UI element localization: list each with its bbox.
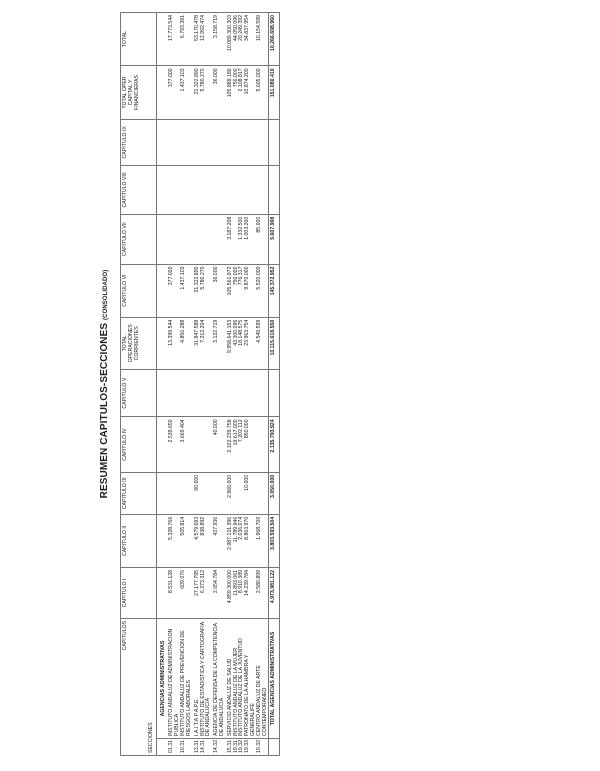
- row-cap1: 609.076: [181, 568, 193, 619]
- row-code: 10.31: [181, 739, 193, 756]
- row-code: 19.32: [239, 739, 245, 756]
- row-cap4: 2.102.239.758: [228, 417, 234, 472]
- group-pad-5: [156, 369, 169, 417]
- row-cap1: 6.373.312: [201, 568, 213, 619]
- subtitle-text: (CONSOLIDADO): [103, 269, 109, 320]
- group-pad-10: [156, 119, 169, 165]
- row-total: 10.154.599: [257, 13, 269, 66]
- header-cap7: CAPITULO VII: [121, 214, 157, 264]
- row-cap8: [214, 166, 226, 215]
- row-total-corrientes: 43.300.096: [234, 317, 240, 369]
- row-cap2: 838.892: [201, 514, 213, 567]
- row-cap3: [181, 472, 193, 514]
- row-cap6: 9.870.000: [245, 264, 257, 317]
- row-description: I.A.I.T.A.P.A.P.E.: [195, 618, 201, 738]
- row-total: 3.158.719: [214, 13, 226, 66]
- row-total-corrientes: 4.856.288: [181, 317, 193, 369]
- table-row: [214, 13, 226, 756]
- row-cap4: 850.000: [245, 417, 257, 472]
- row-cap1: 8.910.389: [239, 568, 245, 619]
- row-total-oper: 1.437.103: [181, 66, 193, 119]
- header-cap3: CAPITULO III: [121, 472, 157, 514]
- row-description: AGENCIA DE DEFENSA DE LA COMPETENCIA DE ANDALUCIA: [214, 618, 226, 738]
- row-cap3: 2.960.000: [228, 472, 234, 514]
- row-cap4: 19.617.000: [234, 417, 240, 472]
- total-cap8: [269, 166, 280, 215]
- row-cap5: [245, 369, 257, 417]
- row-total-corrientes: 4.549.599: [257, 317, 269, 369]
- row-description: INSTITUTO ANDALUZ DE LA MUJER: [234, 618, 240, 738]
- row-code: 13.31: [195, 739, 201, 756]
- row-cap3: [257, 472, 269, 514]
- row-cap4: 3.669.404: [181, 417, 193, 472]
- total-label: TOTAL AGENCIAS ADMINISTRATIVAS: [269, 618, 280, 738]
- row-code: 01.31: [169, 739, 181, 756]
- row-total-corrientes: 9.958.641.153: [228, 317, 234, 369]
- header-cap6: CAPITULO VI: [121, 264, 157, 317]
- row-cap6: 377.000: [169, 264, 181, 317]
- row-cap2: 1.968.700: [257, 514, 269, 567]
- total-cap4: 2.135.793.924: [269, 417, 280, 472]
- row-code: 19.32: [257, 739, 269, 756]
- row-total-oper: 10.874.200: [245, 66, 257, 119]
- group-pad-12: [156, 13, 169, 66]
- table-body: [156, 13, 269, 756]
- row-cap6: 21.322.890: [195, 264, 201, 317]
- total-code: [269, 739, 280, 756]
- header-tc-line1: TOTAL: [122, 335, 128, 352]
- row-cap4: 2.539.650: [169, 417, 181, 472]
- total-cap3: 3.050.000: [269, 472, 280, 514]
- title-text: RESUMEN CAPITULOS-SECCIONES: [99, 322, 110, 499]
- row-cap9: [214, 119, 226, 165]
- header-cap5: CAPITULO V: [121, 369, 157, 417]
- row-cap8: [257, 166, 269, 215]
- row-code: 19.33: [245, 739, 257, 756]
- group-pad-4: [156, 417, 169, 472]
- row-cap3: 10.000: [245, 472, 257, 514]
- row-cap6: 1.437.103: [181, 264, 193, 317]
- row-cap5: [181, 369, 193, 417]
- row-total-oper: 5.605.000: [257, 66, 269, 119]
- row-code: 19.31: [234, 739, 240, 756]
- group-title: AGENCIAS ADMINISTRATIVAS: [156, 618, 169, 738]
- row-cap9: [181, 119, 193, 165]
- row-cap3: [169, 472, 181, 514]
- header-tc-line2: OPERACIONES: [127, 324, 134, 363]
- group-pad-7: [156, 264, 169, 317]
- row-cap9: [257, 119, 269, 165]
- row-description: INSTITUTO ANDALUZ DE LA JUVENTUD: [239, 618, 245, 738]
- row-total: 6.793.391: [181, 13, 193, 66]
- total-total: 10.266.698.960: [269, 13, 280, 66]
- row-cap7: [214, 214, 226, 264]
- row-total: 12.992.474: [201, 13, 213, 66]
- row-cap8: [181, 166, 193, 215]
- group-pad-3: [156, 472, 169, 514]
- row-total-corrientes: 3.122.719: [214, 317, 226, 369]
- row-total-corrientes: 18.148.575: [239, 317, 245, 369]
- total-cap1: 4.973.981.122: [269, 568, 280, 619]
- row-total: 20.249.392: [239, 13, 245, 66]
- header-cap9: CAPITULO IX: [121, 119, 157, 165]
- table-row: [181, 13, 193, 756]
- row-cap2: 427.936: [214, 514, 226, 567]
- table-row: [257, 13, 269, 756]
- row-description: CENTRO ANDALUZ DE ARTE CONTEMPORANEO: [257, 618, 269, 738]
- row-cap5: [214, 369, 226, 417]
- header-secciones: [121, 618, 157, 755]
- group-pad-1: [156, 568, 169, 619]
- total-cap5: [269, 369, 280, 417]
- header-row: [121, 13, 157, 756]
- row-cap7: 3.187.208: [228, 214, 234, 264]
- summary-table: [120, 12, 280, 756]
- row-cap1: 4.859.300.000: [228, 568, 234, 619]
- row-description: INSTITUTO DE ESTADISTICA Y CARTOGRAFIA DE ANDALUCIA: [201, 618, 213, 738]
- row-total-oper: 105.889.180: [228, 66, 234, 119]
- row-cap3: [214, 472, 226, 514]
- row-cap2: 8.863.970: [245, 514, 257, 567]
- total-cap7: 5.607.908: [269, 214, 280, 264]
- row-cap6: 750.000: [234, 264, 240, 317]
- row-cap2: 2.036.074: [239, 514, 245, 567]
- total-cap2: 3.803.593.504: [269, 514, 280, 567]
- group-pad-2: [156, 514, 169, 567]
- group-pad-11: [156, 66, 169, 119]
- header-secciones-label: SECCIONES: [147, 722, 154, 753]
- total-total-corrientes: 10.115.618.550: [269, 317, 280, 369]
- table-row: [201, 13, 213, 756]
- row-total: 34.837.954: [245, 13, 257, 66]
- row-total-corrientes: 7.212.204: [201, 317, 213, 369]
- row-cap6: 105.561.972: [228, 264, 234, 317]
- header-cap4: CAPITULO IV: [121, 417, 157, 472]
- header-total-oper: [121, 66, 157, 119]
- row-total-oper: 36.000: [214, 66, 226, 119]
- row-cap9: [169, 119, 181, 165]
- row-cap1: 27.177.795: [195, 568, 201, 619]
- row-cap6: 776.317: [239, 264, 245, 317]
- header-tc-line3: CORRIENTES: [133, 326, 140, 361]
- row-cap9: [201, 119, 213, 165]
- row-total-corrientes: 13.399.544: [169, 317, 181, 369]
- row-cap8: [201, 166, 213, 215]
- row-cap7: [169, 214, 181, 264]
- row-cap4: 40.000: [214, 417, 226, 472]
- row-cap5: [169, 369, 181, 417]
- row-cap2: 505.814: [181, 514, 193, 567]
- row-cap1: 8.531.128: [169, 568, 181, 619]
- row-cap8: [245, 166, 257, 215]
- row-code: 14.32: [214, 739, 226, 756]
- total-cap6: 145.372.952: [269, 264, 280, 317]
- row-cap7: 1.003.200: [245, 214, 257, 264]
- total-total-oper: 151.080.410: [269, 66, 280, 119]
- header-to-line3: FINANCIERAS: [133, 75, 140, 110]
- total-cap9: [269, 119, 280, 165]
- row-cap2: 2.987.131.396: [228, 514, 234, 567]
- row-cap2: 5.328.766: [169, 514, 181, 567]
- row-total: 17.773.544: [169, 13, 181, 66]
- row-total-oper: 21.322.890: [195, 66, 201, 119]
- row-code: 14.31: [201, 739, 213, 756]
- row-cap7: [181, 214, 193, 264]
- row-cap3: [201, 472, 213, 514]
- row-cap7: 1.332.500: [239, 214, 245, 264]
- row-cap6: 36.000: [214, 264, 226, 317]
- row-total-oper: 377.000: [169, 66, 181, 119]
- row-cap4: [257, 417, 269, 472]
- row-total-corrientes: 31.847.588: [195, 317, 201, 369]
- row-total: 10.089.300.303: [228, 13, 234, 66]
- total-row: [269, 13, 280, 756]
- header-capitulos-label: CAPITULOS: [122, 620, 128, 651]
- table-row: [245, 13, 257, 756]
- row-cap5: [201, 369, 213, 417]
- group-pad-8: [156, 214, 169, 264]
- row-cap8: [169, 166, 181, 215]
- header-to-line1: TOTAL OPER: [122, 76, 128, 109]
- row-total-oper: 5.780.270: [201, 66, 213, 119]
- header-to-line2: CAPITAL Y: [127, 79, 134, 106]
- row-total-corrientes: 23.963.754: [245, 317, 257, 369]
- header-cap1: CAPITULO I: [121, 568, 157, 619]
- header-total-corrientes: [121, 317, 157, 369]
- row-cap3: 90.000: [195, 472, 201, 514]
- group-row: [156, 13, 169, 756]
- row-cap6: 5.520.000: [257, 264, 269, 317]
- row-cap2: 4.579.693: [195, 514, 201, 567]
- row-description: PATRONATO DE LA ALHAMBRA Y GENERALIFE: [245, 618, 257, 738]
- group-pad-6: [156, 317, 169, 369]
- header-total: TOTAL: [121, 13, 157, 66]
- row-total-oper: 750.000: [234, 66, 240, 119]
- row-cap4: 7.202.112: [239, 417, 245, 472]
- row-cap1: 11.893.061: [234, 568, 240, 619]
- row-cap6: 5.780.270: [201, 264, 213, 317]
- row-code: 15.31: [228, 739, 234, 756]
- row-total-oper: 2.108.817: [239, 66, 245, 119]
- header-cap2: CAPITULO II: [121, 514, 157, 567]
- row-description: INSTITUTO ANDALUZ DE PREVENCION DE RIESGOS LABORALES: [181, 618, 193, 738]
- group-pad-9: [156, 166, 169, 215]
- page-title: [99, 254, 110, 514]
- group-code: [156, 739, 169, 756]
- row-total: 53.170.478: [195, 13, 201, 66]
- row-cap1: 2.580.899: [257, 568, 269, 619]
- row-cap1: 14.239.784: [245, 568, 257, 619]
- row-cap9: [245, 119, 257, 165]
- row-description: INSTITUTO ANDALUZ DE ADMINISTRACION PUBLICA: [169, 618, 181, 738]
- row-description: SERVICIO ANDALUZ DE SALUD: [228, 618, 234, 738]
- row-cap4: [201, 417, 213, 472]
- row-cap2: 11.789.946: [234, 514, 240, 567]
- header-cap8: CAPITULO VIII: [121, 166, 157, 215]
- row-cap1: 2.654.784: [214, 568, 226, 619]
- row-cap7: [201, 214, 213, 264]
- row-total: 44.050.096: [234, 13, 240, 66]
- row-cap7: 85.000: [257, 214, 269, 264]
- row-cap5: [257, 369, 269, 417]
